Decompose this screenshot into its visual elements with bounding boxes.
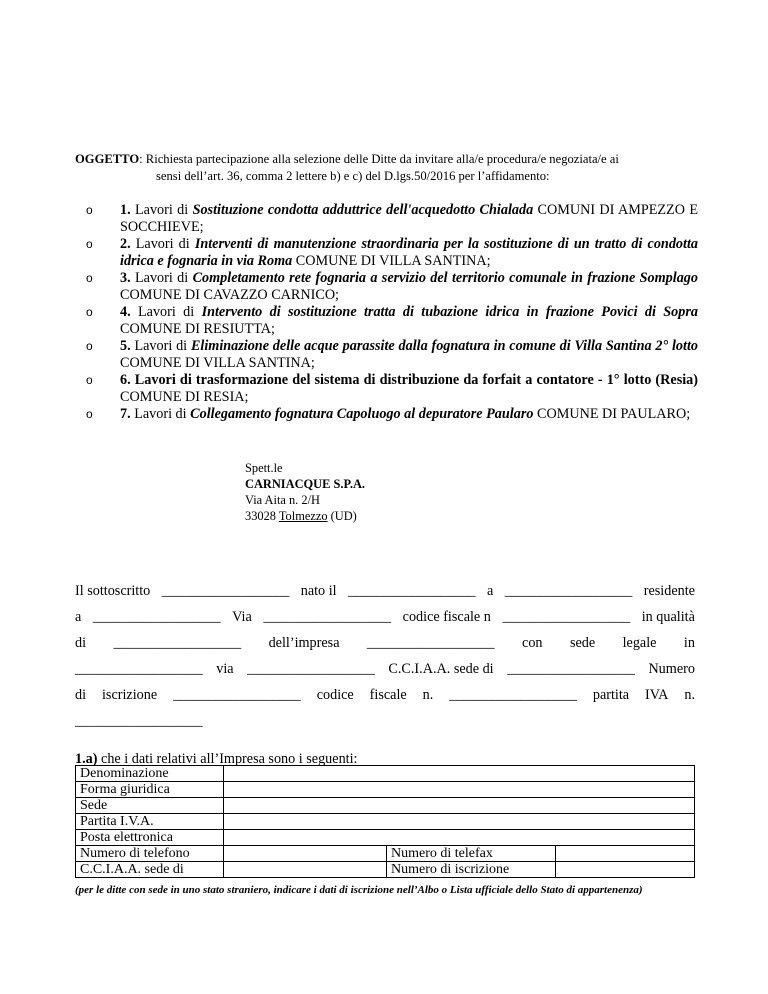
form-line-6: [75, 713, 695, 730]
table-row: [76, 862, 695, 878]
table-value-cell[interactable]: [556, 846, 695, 862]
form-line-4: __________________ via __________________ C.C.I.A.A. sede di __________________ Numero: [75, 661, 695, 677]
recipient-address: [245, 460, 365, 524]
table-label: Sede: [76, 798, 224, 814]
table-value-cell[interactable]: [224, 782, 695, 798]
address-street: Via Aita n. 2/H: [245, 493, 320, 507]
blank-field[interactable]: __________________: [247, 661, 375, 677]
subject-label: OGGETTO: [75, 152, 140, 166]
table-label: Numero di iscrizione: [387, 862, 556, 878]
table-row: [76, 798, 695, 814]
section-heading: 1.a) che i dati relativi all’Impresa sono i seguenti:: [75, 751, 358, 767]
table-value-cell[interactable]: [224, 830, 695, 846]
foreign-company-note: (per le ditte con sede in uno stato straniero, indicare i dati di iscrizione nell’Albo o Lista ufficiale dello Stato di appartenenza): [75, 884, 643, 896]
table-value-cell[interactable]: [224, 862, 387, 878]
form-line-1: Il sottoscritto __________________ nato il __________________ a __________________ residente: [75, 583, 695, 599]
subject-line-2: sensi dell’art. 36, comma 2 lettere b) e c) del D.lgs.50/2016 per l’affidamento:: [156, 169, 550, 183]
company-data-table: [75, 765, 695, 878]
address-company: CARNIACQUE S.P.A.: [245, 477, 366, 491]
address-city: Tolmezzo: [278, 509, 328, 523]
list-item: o 5. Lavori di Eliminazione delle acque parassite dalla fognatura in comune di Villa Santina 2° lotto COMUNE DI VILLA SANTINA;: [86, 338, 698, 371]
blank-field[interactable]: __________________: [263, 609, 392, 625]
list-item: o 6. Lavori di trasformazione del sistema di distribuzione da forfait a contatore - 1° lotto (Resia) COMUNE DI RESIA;: [86, 372, 698, 405]
table-value-cell[interactable]: [224, 766, 695, 782]
bullet: o: [86, 271, 93, 285]
table-value-cell[interactable]: [556, 862, 695, 878]
address-salutation: Spett.le: [245, 461, 283, 475]
form-line-5: di iscrizione __________________ codice fiscale n. __________________ partita IVA n.: [75, 687, 695, 703]
bullet: o: [86, 339, 93, 353]
list-item: o 7. Lavori di Collegamento fognatura Capoluogo al depuratore Paularo COMUNE DI PAULARO;: [86, 406, 691, 422]
bullet: o: [86, 237, 93, 251]
blank-field[interactable]: __________________: [92, 609, 221, 625]
blank-field[interactable]: __________________: [75, 661, 203, 677]
works-list: [82, 202, 698, 423]
table-row: [76, 830, 695, 846]
form-line-2: a __________________ Via __________________ codice fiscale n __________________ in qualità: [75, 609, 695, 625]
table-label: Numero di telefono: [76, 846, 224, 862]
table-value-cell[interactable]: [224, 846, 387, 862]
bullet: o: [86, 203, 93, 217]
table-value-cell[interactable]: [224, 814, 695, 830]
blank-field[interactable]: __________________: [507, 661, 635, 677]
blank-field[interactable]: __________________: [366, 635, 495, 651]
table-label: Posta elettronica: [76, 830, 224, 846]
table-label: C.C.I.A.A. sede di: [76, 862, 224, 878]
table-label: Partita I.V.A.: [76, 814, 224, 830]
subject-block: [75, 151, 700, 185]
blank-field[interactable]: __________________: [449, 687, 577, 703]
address-city-line: 33028 Tolmezzo (UD): [245, 509, 357, 523]
blank-field[interactable]: __________________: [113, 635, 242, 651]
list-item: o 3. Lavori di Completamento rete fognaria a servizio del territorio comunale in frazione Somplago COMUNE DI CAVAZZO CARNICO;: [86, 270, 698, 303]
blank-field[interactable]: __________________: [173, 687, 301, 703]
list-item: o 4. Lavori di Intervento di sostituzione tratta di tubazione idrica in frazione Povici di Sopra COMUNE DI RESIUTTA;: [86, 304, 698, 337]
table-row: [76, 766, 695, 782]
list-item: o 1. Lavori di Sostituzione condotta adduttrice dell'acquedotto Chialada COMUNI DI AMPEZZO E SOCCHIEVE;: [86, 202, 698, 235]
blank-field[interactable]: __________________: [161, 583, 290, 599]
table-row: [76, 846, 695, 862]
blank-field[interactable]: __________________: [502, 609, 631, 625]
table-label: Denominazione: [76, 766, 224, 782]
table-value-cell[interactable]: [224, 798, 695, 814]
table-row: [76, 782, 695, 798]
table-row: [76, 814, 695, 830]
form-line-3: di __________________ dell’impresa __________________ con sede legale in: [75, 635, 695, 651]
table-label: Numero di telefax: [387, 846, 556, 862]
blank-field[interactable]: __________________: [504, 583, 633, 599]
blank-field[interactable]: __________________: [75, 713, 203, 729]
bullet: o: [86, 373, 93, 387]
blank-field[interactable]: __________________: [347, 583, 476, 599]
bullet: o: [86, 407, 93, 421]
table-label: Forma giuridica: [76, 782, 224, 798]
list-item: o 2. Lavori di Interventi di manutenzione straordinaria per la sostituzione di un tratto di condotta idrica e fognaria in via Roma COMUNE DI VILLA SANTINA;: [86, 236, 698, 269]
bullet: o: [86, 305, 93, 319]
subject-line-1: : Richiesta partecipazione alla selezione delle Ditte da invitare alla/e procedura/e negoziata/e ai: [139, 152, 619, 166]
